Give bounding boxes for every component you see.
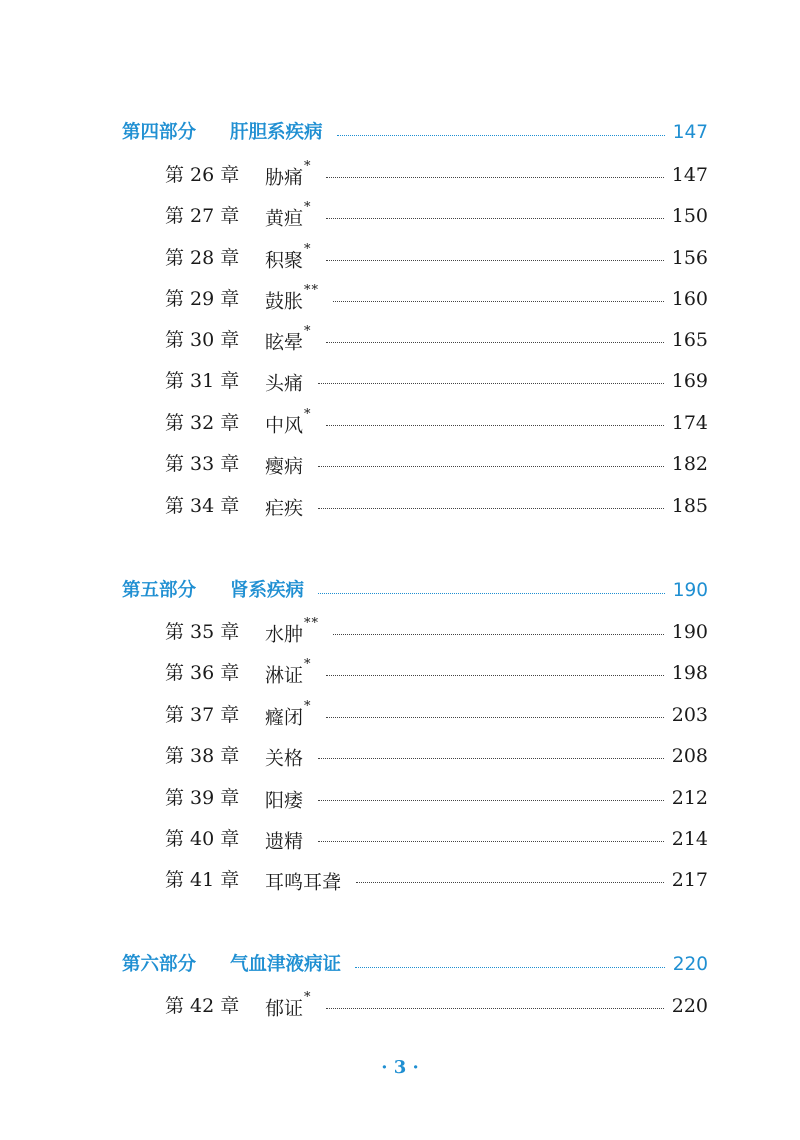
chapter-page-number: 169 xyxy=(671,370,708,392)
toc-chapter-28[interactable] xyxy=(165,243,708,273)
dot-leader xyxy=(355,967,665,968)
chapter-title: 眩晕* xyxy=(265,323,312,354)
chapter-label: 第 38 章 xyxy=(165,745,240,767)
chapter-label: 第 36 章 xyxy=(165,662,240,684)
chapter-title: 水肿** xyxy=(265,615,320,646)
part-page-number: 147 xyxy=(672,122,708,143)
chapter-label: 第 35 章 xyxy=(165,621,240,643)
part-page-number: 220 xyxy=(672,954,708,975)
toc-chapter-36[interactable] xyxy=(165,658,708,688)
chapter-label: 第 40 章 xyxy=(165,828,240,850)
dot-leader xyxy=(318,466,664,467)
dot-leader xyxy=(337,135,665,136)
chapter-page-number: 160 xyxy=(671,288,708,310)
star-mark: * xyxy=(304,989,312,1005)
star-mark: * xyxy=(304,241,312,257)
part-title: 肝胆系疾病 xyxy=(230,122,323,143)
dot-leader xyxy=(326,717,664,718)
chapter-title: 鼓胀** xyxy=(265,282,320,313)
star-mark: * xyxy=(304,656,312,672)
dot-leader xyxy=(318,383,664,384)
toc-part-6[interactable] xyxy=(122,950,708,980)
chapter-label: 第 42 章 xyxy=(165,995,240,1017)
dot-leader xyxy=(333,634,664,635)
chapter-label: 第 33 章 xyxy=(165,453,240,475)
chapter-title: 耳鸣耳聋 xyxy=(265,871,342,894)
dot-leader xyxy=(326,675,664,676)
dot-leader xyxy=(326,1008,664,1009)
chapter-title: 黄疸* xyxy=(265,199,312,230)
part-title: 气血津液病证 xyxy=(230,954,342,975)
dot-leader xyxy=(326,177,664,178)
chapter-label: 第 41 章 xyxy=(165,869,240,891)
part-label: 第四部分 xyxy=(122,122,197,143)
chapter-label: 第 27 章 xyxy=(165,205,240,227)
dot-leader xyxy=(326,425,664,426)
chapter-title: 遗精 xyxy=(265,830,304,853)
star-mark: * xyxy=(304,323,312,339)
dot-leader xyxy=(318,508,664,509)
toc-chapter-31[interactable] xyxy=(165,366,708,396)
chapter-title: 头痛 xyxy=(265,372,304,395)
chapter-label: 第 32 章 xyxy=(165,412,240,434)
chapter-page-number: 174 xyxy=(671,412,708,434)
dot-leader xyxy=(326,342,664,343)
toc-part-4[interactable] xyxy=(122,118,708,148)
chapter-label: 第 26 章 xyxy=(165,164,240,186)
chapter-page-number: 150 xyxy=(671,205,708,227)
chapter-title: 癃闭* xyxy=(265,698,312,729)
chapter-label: 第 30 章 xyxy=(165,329,240,351)
chapter-page-number: 156 xyxy=(671,247,708,269)
star-mark: * xyxy=(304,199,312,215)
page-number: · 3 · xyxy=(381,1057,419,1078)
chapter-title: 瘿病 xyxy=(265,455,304,478)
toc-chapter-35[interactable] xyxy=(165,617,708,647)
chapter-page-number: 147 xyxy=(671,164,708,186)
toc-part-5[interactable] xyxy=(122,576,708,606)
dot-leader xyxy=(326,218,664,219)
chapter-title: 郁证* xyxy=(265,989,312,1020)
dot-leader xyxy=(318,800,664,801)
chapter-title: 阳痿 xyxy=(265,789,304,812)
toc-chapter-26[interactable] xyxy=(165,160,708,190)
chapter-label: 第 34 章 xyxy=(165,495,240,517)
dot-leader xyxy=(318,841,664,842)
toc-chapter-38[interactable] xyxy=(165,741,708,771)
chapter-title: 淋证* xyxy=(265,656,312,687)
dot-leader xyxy=(318,593,665,594)
toc-chapter-42[interactable] xyxy=(165,991,708,1021)
part-title: 肾系疾病 xyxy=(230,580,305,601)
chapter-title: 关格 xyxy=(265,747,304,770)
toc-chapter-30[interactable] xyxy=(165,325,708,355)
chapter-page-number: 214 xyxy=(671,828,708,850)
dot-leader xyxy=(333,301,664,302)
toc-chapter-32[interactable] xyxy=(165,408,708,438)
star-mark: ** xyxy=(304,282,320,298)
chapter-title: 疟疾 xyxy=(265,497,304,520)
dot-leader xyxy=(318,758,664,759)
toc-chapter-39[interactable] xyxy=(165,783,708,813)
toc-chapter-40[interactable] xyxy=(165,824,708,854)
chapter-label: 第 31 章 xyxy=(165,370,240,392)
toc-chapter-34[interactable] xyxy=(165,491,708,521)
chapter-title: 胁痛* xyxy=(265,158,312,189)
chapter-label: 第 29 章 xyxy=(165,288,240,310)
chapter-page-number: 220 xyxy=(671,995,708,1017)
toc-chapter-41[interactable] xyxy=(165,865,708,895)
chapter-page-number: 198 xyxy=(671,662,708,684)
chapter-title: 积聚* xyxy=(265,241,312,272)
chapter-page-number: 182 xyxy=(671,453,708,475)
toc-chapter-33[interactable] xyxy=(165,449,708,479)
toc-chapter-29[interactable] xyxy=(165,284,708,314)
chapter-page-number: 203 xyxy=(671,704,708,726)
part-label: 第六部分 xyxy=(122,954,197,975)
chapter-page-number: 165 xyxy=(671,329,708,351)
star-mark: ** xyxy=(304,615,320,631)
star-mark: * xyxy=(304,158,312,174)
star-mark: * xyxy=(304,698,312,714)
chapter-page-number: 212 xyxy=(671,787,708,809)
chapter-label: 第 28 章 xyxy=(165,247,240,269)
dot-leader xyxy=(326,260,664,261)
dot-leader xyxy=(356,882,664,883)
chapter-page-number: 208 xyxy=(671,745,708,767)
chapter-title: 中风* xyxy=(265,406,312,437)
part-label: 第五部分 xyxy=(122,580,197,601)
star-mark: * xyxy=(304,406,312,422)
chapter-label: 第 37 章 xyxy=(165,704,240,726)
toc-chapter-27[interactable] xyxy=(165,201,708,231)
part-page-number: 190 xyxy=(672,580,708,601)
chapter-page-number: 190 xyxy=(671,621,708,643)
toc-chapter-37[interactable] xyxy=(165,700,708,730)
chapter-page-number: 185 xyxy=(671,495,708,517)
chapter-page-number: 217 xyxy=(671,869,708,891)
chapter-label: 第 39 章 xyxy=(165,787,240,809)
